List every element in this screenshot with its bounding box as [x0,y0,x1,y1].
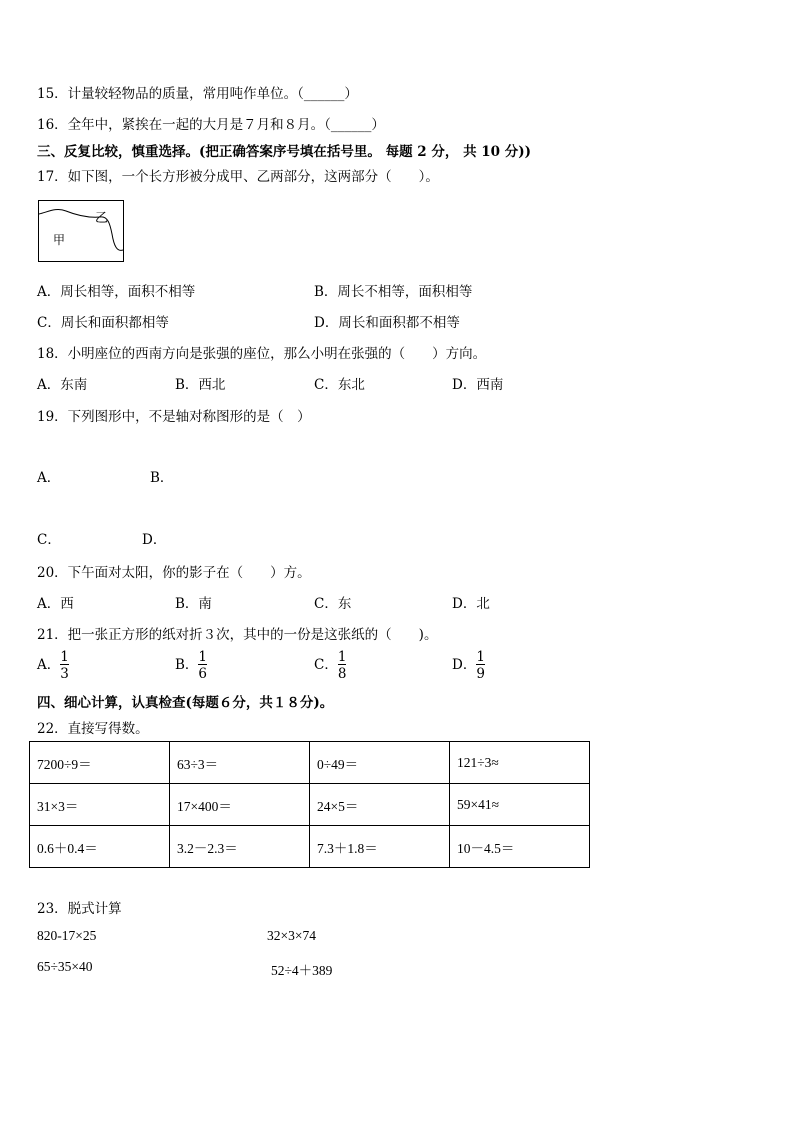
rectangle-split-figure [38,200,124,262]
table-cell: 17×400＝ [170,784,310,826]
option-a-label: A． [37,657,61,674]
question-18-stem: 18．小明座位的西南方向是张强的座位，那么小明在张强的（ ）方向。 [37,346,487,362]
figure-label-jia: 甲 [53,233,66,247]
denominator: 9 [476,666,485,683]
option-c-label: C． [314,657,338,674]
table-cell: 63÷3＝ [170,742,310,784]
question-19-option-a: A． [37,470,61,486]
question-17-option-d: D．周长和面积都不相等 [314,315,460,331]
question-20-stem: 20．下午面对太阳，你的影子在（ ）方。 [37,565,311,581]
numerator: 1 [337,649,347,665]
question-17-stem: 17．如下图，一个长方形被分成甲、乙两部分，这两部分（ ）。 [37,169,439,185]
section-4-heading: 四、细心计算，认真检查(每题６分，共１８分)。 [37,695,334,711]
question-18-option-a: A．东南 [37,377,88,393]
question-20-option-b: B．南 [175,596,212,612]
question-21-option-c [314,650,346,681]
question-21-option-a [37,650,69,681]
fraction-one-ninth [476,650,485,681]
question-17-option-a: A．周长相等，面积不相等 [37,284,196,300]
fraction-one-sixth [198,650,207,681]
question-20-option-d: D．北 [452,596,490,612]
question-19-option-d: D． [142,532,167,548]
question-22-stem: 22．直接写得数。 [37,721,149,737]
table-cell: 10－4.5＝ [450,826,590,868]
calc-expression-4: 52÷4＋389 [271,963,333,978]
question-15: 15．计量较轻物品的质量，常用吨作单位。（______） [37,86,358,102]
section-3-heading: 三、反复比较，慎重选择。(把正确答案序号填在括号里。 每题 2 分， 共 10 分)) [37,144,532,160]
question-23-stem: 23．脱式计算 [37,901,122,917]
table-row [30,784,590,826]
table-row [30,742,590,784]
question-21-option-b [175,650,207,681]
table-cell: 31×3＝ [30,784,170,826]
calc-expression-3: 65÷35×40 [37,959,93,974]
question-20-option-c: C．东 [314,596,352,612]
question-19-stem: 19．下列图形中，不是轴对称图形的是（ ） [37,409,311,425]
question-19-option-b: B． [150,470,174,486]
question-16: 16．全年中，紧挨在一起的大月是７月和８月。（______） [37,117,385,133]
question-20-option-a: A．西 [37,596,74,612]
table-cell: 7200÷9＝ [30,742,170,784]
calc-expression-2: 32×3×74 [267,928,316,943]
calc-expression-1: 820-17×25 [37,928,97,943]
question-21-option-d [452,650,485,681]
numerator: 1 [198,649,208,665]
numerator: 1 [60,649,69,665]
table-cell: 0÷49＝ [310,742,450,784]
question-18-option-c: C．东北 [314,377,365,393]
question-17-option-c: C．周长和面积都相等 [37,315,169,331]
mental-math-table [29,741,590,868]
question-21-stem: 21．把一张正方形的纸对折３次，其中的一份是这张纸的（ )。 [37,627,438,643]
question-18-option-d: D．西南 [452,377,504,393]
question-17-option-b: B．周长不相等，面积相等 [314,284,473,300]
question-18-option-b: B．西北 [175,377,226,393]
table-cell: 7.3＋1.8＝ [310,826,450,868]
table-cell: 24×5＝ [310,784,450,826]
table-cell: 0.6＋0.4＝ [30,826,170,868]
question-19-option-c: C． [37,532,61,548]
table-cell: 121÷3≈ [450,742,590,784]
fraction-one-third [60,650,69,681]
denominator: 8 [337,666,347,683]
denominator: 6 [198,666,208,683]
option-d-label: D． [452,657,477,674]
denominator: 3 [60,666,69,683]
figure-label-yi: 乙 [95,211,109,226]
option-b-label: B． [175,657,199,674]
table-row [30,826,590,868]
table-cell: 59×41≈ [450,784,590,826]
numerator: 1 [476,649,485,665]
fraction-one-eighth [338,650,347,681]
table-cell: 3.2－2.3＝ [170,826,310,868]
